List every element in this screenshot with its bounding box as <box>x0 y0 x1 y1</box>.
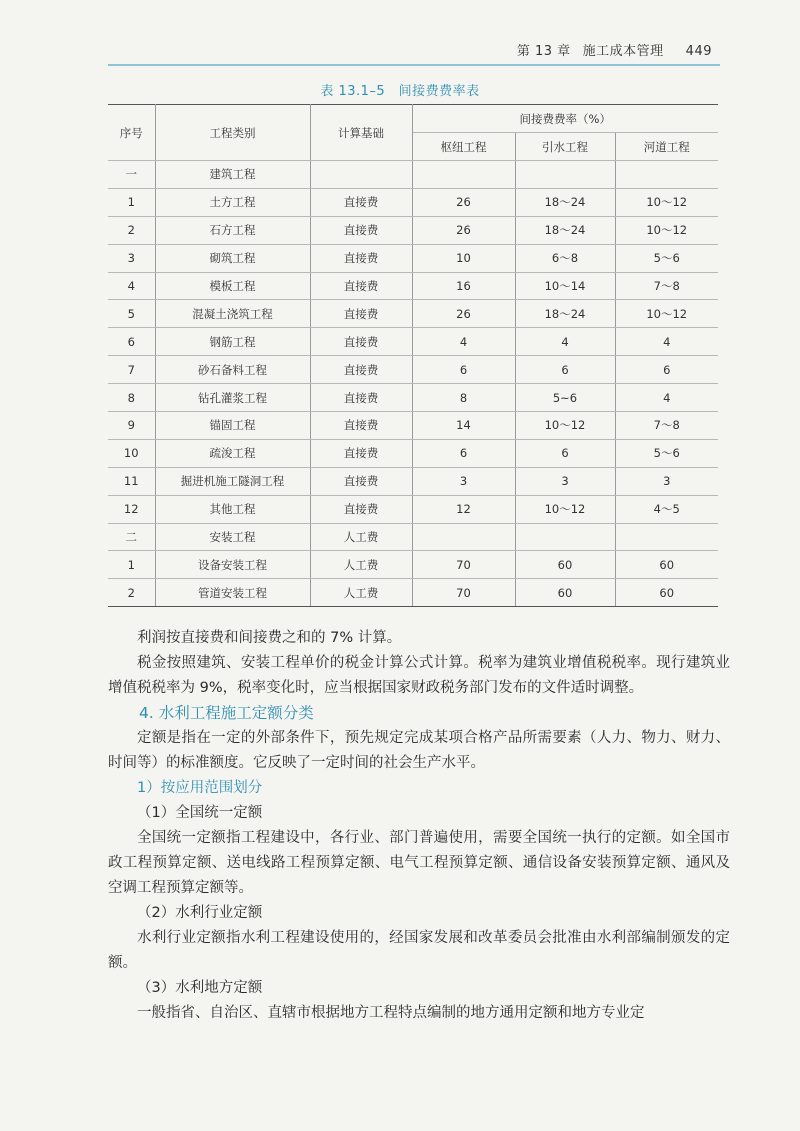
cell-hub: 70 <box>412 579 515 607</box>
cell-category: 掘进机施工隧洞工程 <box>155 467 310 495</box>
cell-diversion: 3 <box>515 467 615 495</box>
table-row <box>108 523 718 551</box>
cell-river <box>615 523 718 551</box>
item-heading-1: （1）全国统一定额 <box>137 805 263 821</box>
cell-diversion: 18～24 <box>515 216 615 244</box>
cell-no: 一 <box>108 161 155 189</box>
cell-diversion: 60 <box>515 579 615 607</box>
cell-river: 4 <box>615 384 718 412</box>
cell-basis: 直接费 <box>310 439 412 467</box>
cell-hub: 14 <box>412 412 515 440</box>
cell-no: 二 <box>108 523 155 551</box>
cell-category: 砂石备料工程 <box>155 356 310 384</box>
cell-category: 混凝土浇筑工程 <box>155 300 310 328</box>
cell-category: 模板工程 <box>155 272 310 300</box>
header-river: 河道工程 <box>615 133 718 161</box>
table-row <box>108 467 718 495</box>
cell-river: 7～8 <box>615 412 718 440</box>
item-heading-3: （3）水利地方定额 <box>137 980 263 996</box>
cell-diversion <box>515 523 615 551</box>
header-rule <box>108 64 720 66</box>
cell-diversion: 5~6 <box>515 384 615 412</box>
cell-category: 钻孔灌浆工程 <box>155 384 310 412</box>
cell-diversion: 6 <box>515 439 615 467</box>
cell-no: 1 <box>108 551 155 579</box>
cell-no: 5 <box>108 300 155 328</box>
body-text <box>108 626 730 1026</box>
cell-diversion: 6 <box>515 356 615 384</box>
cell-category: 管道安装工程 <box>155 579 310 607</box>
cell-category: 安装工程 <box>155 523 310 551</box>
indirect-cost-rate-table <box>108 104 718 607</box>
table-row <box>108 328 718 356</box>
cell-river: 4 <box>615 328 718 356</box>
cell-hub: 12 <box>412 495 515 523</box>
cell-basis: 直接费 <box>310 467 412 495</box>
cell-diversion: 4 <box>515 328 615 356</box>
cell-basis: 直接费 <box>310 272 412 300</box>
table-row <box>108 384 718 412</box>
cell-category: 砌筑工程 <box>155 244 310 272</box>
page-number: 449 <box>685 44 712 59</box>
cell-hub: 4 <box>412 328 515 356</box>
cell-diversion: 18～24 <box>515 188 615 216</box>
table-row <box>108 495 718 523</box>
cell-basis: 直接费 <box>310 300 412 328</box>
cell-category: 设备安装工程 <box>155 551 310 579</box>
table-row <box>108 244 718 272</box>
paragraph-profit: 利润按直接费和间接费之和的 7% 计算。 <box>137 630 402 646</box>
header-hub: 枢纽工程 <box>412 133 515 161</box>
cell-hub: 16 <box>412 272 515 300</box>
chapter-title: 施工成本管理 <box>582 44 664 59</box>
cell-diversion: 10～12 <box>515 495 615 523</box>
header-category: 工程类别 <box>155 105 310 161</box>
cell-river: 5～6 <box>615 244 718 272</box>
table-body <box>108 161 718 607</box>
cell-basis: 人工费 <box>310 551 412 579</box>
cell-no: 2 <box>108 579 155 607</box>
header-rate-group: 间接费费率（%） <box>412 105 718 133</box>
table-row <box>108 188 718 216</box>
cell-river: 60 <box>615 579 718 607</box>
cell-no: 1 <box>108 188 155 216</box>
cell-diversion: 60 <box>515 551 615 579</box>
cell-diversion <box>515 161 615 189</box>
cell-diversion: 6～8 <box>515 244 615 272</box>
cell-hub: 6 <box>412 439 515 467</box>
paragraph-local-quota: 一般指省、自治区、直辖市根据地方工程特点编制的地方通用定额和地方专业定 <box>137 1005 645 1021</box>
cell-category: 建筑工程 <box>155 161 310 189</box>
cell-hub: 26 <box>412 300 515 328</box>
running-head <box>517 40 712 59</box>
cell-basis: 直接费 <box>310 216 412 244</box>
cell-basis: 人工费 <box>310 579 412 607</box>
cell-hub: 3 <box>412 467 515 495</box>
chapter-number: 第 13 章 <box>516 44 571 59</box>
cell-no: 12 <box>108 495 155 523</box>
paragraph-national-quota: 全国统一定额指工程建设中，各行业、部门普遍使用，需要全国统一执行的定额。如全国市政工程预算定额、送电线路工程预算定额、电气工程预算定额、通信设备安装预算定额、通风及空调工程预算定额等。 <box>108 830 730 896</box>
cell-basis: 直接费 <box>310 495 412 523</box>
table-row <box>108 579 718 607</box>
cell-category: 疏浚工程 <box>155 439 310 467</box>
cell-basis: 直接费 <box>310 412 412 440</box>
cell-no: 7 <box>108 356 155 384</box>
table-row <box>108 300 718 328</box>
table-row <box>108 216 718 244</box>
cell-basis: 直接费 <box>310 188 412 216</box>
header-diversion: 引水工程 <box>515 133 615 161</box>
cell-basis: 直接费 <box>310 384 412 412</box>
cell-river: 4～5 <box>615 495 718 523</box>
cell-no: 10 <box>108 439 155 467</box>
table-row <box>108 161 718 189</box>
cell-category: 土方工程 <box>155 188 310 216</box>
cell-river: 5～6 <box>615 439 718 467</box>
cell-category: 锚固工程 <box>155 412 310 440</box>
cell-diversion: 10～12 <box>515 412 615 440</box>
cell-hub <box>412 523 515 551</box>
paragraph-tax: 税金按照建筑、安装工程单价的税金计算公式计算。税率为建筑业增值税税率。现行建筑业增值税税率为 9%，税率变化时，应当根据国家财政税务部门发布的文件适时调整。 <box>108 655 730 696</box>
cell-river: 10～12 <box>615 188 718 216</box>
cell-no: 4 <box>108 272 155 300</box>
table-row <box>108 551 718 579</box>
cell-basis <box>310 161 412 189</box>
cell-no: 3 <box>108 244 155 272</box>
cell-river: 60 <box>615 551 718 579</box>
cell-hub: 70 <box>412 551 515 579</box>
cell-basis: 人工费 <box>310 523 412 551</box>
cell-category: 钢筋工程 <box>155 328 310 356</box>
cell-river <box>615 161 718 189</box>
cell-category: 石方工程 <box>155 216 310 244</box>
cell-diversion: 18～24 <box>515 300 615 328</box>
paragraph-industry-quota: 水利行业定额指水利工程建设使用的，经国家发展和改革委员会批准由水利部编制颁发的定额。 <box>108 930 730 971</box>
cell-no: 8 <box>108 384 155 412</box>
item-heading-2: （2）水利行业定额 <box>137 905 263 921</box>
section-heading-4: 4. 水利工程施工定额分类 <box>139 704 314 722</box>
cell-hub: 26 <box>412 188 515 216</box>
cell-category: 其他工程 <box>155 495 310 523</box>
cell-basis: 直接费 <box>310 328 412 356</box>
cell-hub: 6 <box>412 356 515 384</box>
table-row <box>108 439 718 467</box>
cell-river: 10～12 <box>615 300 718 328</box>
cell-basis: 直接费 <box>310 356 412 384</box>
subsection-heading-1: 1）按应用范围划分 <box>137 780 263 796</box>
cell-no: 11 <box>108 467 155 495</box>
header-basis: 计算基础 <box>310 105 412 161</box>
header-no: 序号 <box>108 105 155 161</box>
page-header <box>108 38 720 62</box>
cell-river: 7～8 <box>615 272 718 300</box>
cell-diversion: 10～14 <box>515 272 615 300</box>
cell-river: 10～12 <box>615 216 718 244</box>
cell-no: 2 <box>108 216 155 244</box>
cell-hub: 26 <box>412 216 515 244</box>
cell-basis: 直接费 <box>310 244 412 272</box>
cell-no: 6 <box>108 328 155 356</box>
cell-river: 6 <box>615 356 718 384</box>
table-title: 表 13.1–5 间接费费率表 <box>320 84 480 99</box>
cell-hub <box>412 161 515 189</box>
table-row <box>108 412 718 440</box>
paragraph-quota-definition: 定额是指在一定的外部条件下，预先规定完成某项合格产品所需要素（人力、物力、财力、时间等）的标准额度。它反映了一定时间的社会生产水平。 <box>108 730 730 771</box>
table-row <box>108 356 718 384</box>
cell-river: 3 <box>615 467 718 495</box>
cell-no: 9 <box>108 412 155 440</box>
table-row <box>108 272 718 300</box>
cell-hub: 8 <box>412 384 515 412</box>
cell-hub: 10 <box>412 244 515 272</box>
